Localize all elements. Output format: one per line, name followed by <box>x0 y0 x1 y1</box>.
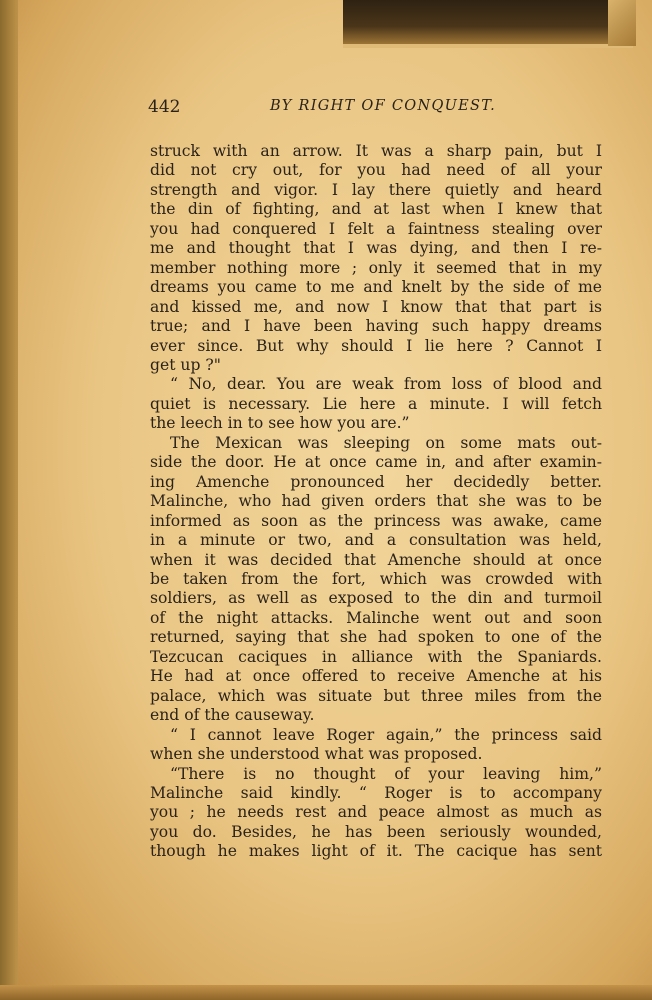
text-line: though he makes light of it. The cacique has sent <box>150 842 602 861</box>
text-line: be taken from the fort, which was crowded with <box>150 569 602 588</box>
text-line: returned, saying that she had spoken to one of the <box>150 628 602 647</box>
text-line: member nothing more ; only it seemed that in my <box>150 258 602 277</box>
text-line: the leech in to see how you are.” <box>150 414 410 433</box>
text-line: in a minute or two, and a consultation was held, <box>150 531 602 550</box>
text-line: you ; he needs rest and peace almost as much as <box>150 803 602 822</box>
running-title: BY RIGHT OF CONQUEST. <box>270 98 497 114</box>
text-line: quiet is necessary. Lie here a minute. I will fetch <box>150 394 602 413</box>
body-text <box>150 142 602 862</box>
text-line: and kissed me, and now I know that that part is <box>150 297 602 316</box>
text-line: “ I cannot leave Roger again,” the princess said <box>170 725 602 744</box>
text-line: “ No, dear. You are weak from loss of blood and <box>170 375 602 394</box>
text-line: Malinche said kindly. “ Roger is to accompany <box>150 783 602 802</box>
text-line: Tezcucan caciques in alliance with the Spaniards. <box>150 647 602 666</box>
text-line: strength and vigor. I lay there quietly and heard <box>150 180 602 199</box>
text-line: true; and I have been having such happy dreams <box>150 317 602 336</box>
text-line: you do. Besides, he has been seriously wounded, <box>150 822 602 841</box>
text-line: end of the causeway. <box>150 706 315 725</box>
text-line: dreams you came to me and knelt by the side of me <box>150 278 602 297</box>
page-bottom-edge <box>0 985 652 1000</box>
text-line: side the door. He at once came in, and after examin- <box>150 453 602 472</box>
page-header <box>148 97 608 121</box>
text-line: informed as soon as the princess was awake, came <box>150 511 602 530</box>
text-line: He had at once offered to receive Amenche at his <box>150 667 602 686</box>
page-edge-top <box>343 0 633 44</box>
text-line: Malinche, who had given orders that she was to be <box>150 492 602 511</box>
page-number: 442 <box>148 97 181 117</box>
text-line: ever since. But why should I lie here ? Cannot I <box>150 336 602 355</box>
text-line: me and thought that I was dying, and then I re- <box>150 239 602 258</box>
text-line: “There is no thought of your leaving him,” <box>170 764 602 783</box>
text-line: get up ?" <box>150 355 221 374</box>
text-line: when she understood what was proposed. <box>150 745 483 764</box>
text-line: of the night attacks. Malinche went out and soon <box>150 608 602 627</box>
page-corner-fold <box>608 0 636 46</box>
text-line: soldiers, as well as exposed to the din and turmoil <box>150 589 602 608</box>
text-line: struck with an arrow. It was a sharp pain, but I <box>150 142 602 160</box>
text-line: did not cry out, for you had need of all your <box>150 161 602 180</box>
text-line: when it was decided that Amenche should at once <box>150 550 602 569</box>
page-edge-lip <box>343 44 633 48</box>
text-line: ing Amenche pronounced her decidedly better. <box>150 472 602 491</box>
text-line: palace, which was situate but three miles from the <box>150 686 602 705</box>
text-line: you had conquered I felt a faintness stealing over <box>150 219 602 238</box>
text-line: the din of fighting, and at last when I knew that <box>150 200 602 219</box>
text-line: The Mexican was sleeping on some mats out- <box>170 433 602 452</box>
